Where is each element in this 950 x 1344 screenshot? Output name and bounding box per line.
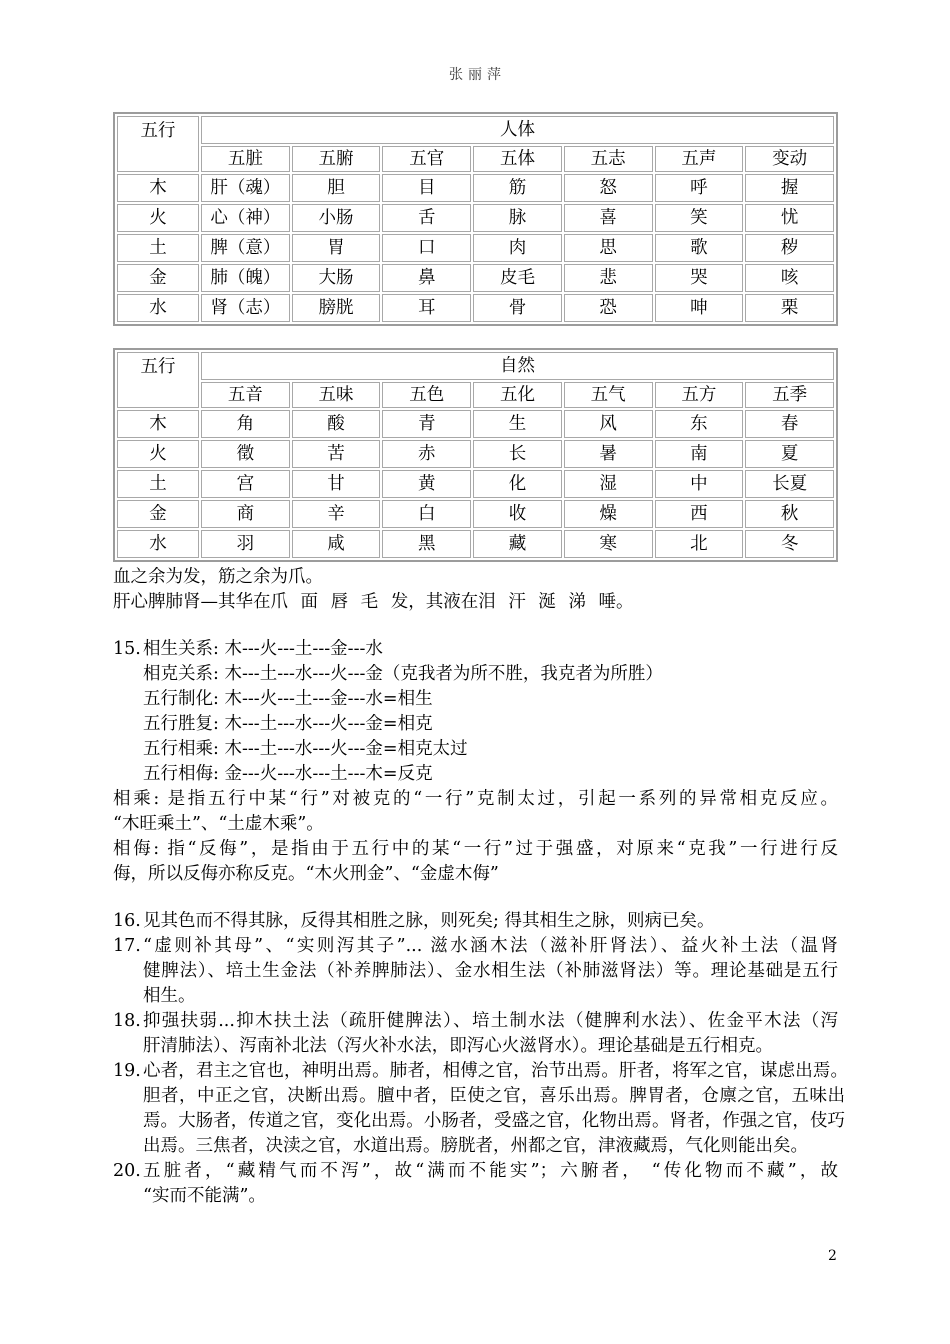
- table-row: [117, 500, 834, 528]
- table-group-header: 人体: [201, 116, 834, 144]
- table-corner-header: 五行: [117, 352, 199, 408]
- hair-nails-sentence: 血之余为发，筋之余为爪。: [113, 567, 323, 587]
- table-cell: 肺（魄）: [201, 264, 290, 292]
- column-header: 五官: [382, 146, 471, 172]
- table-cell: 喜: [564, 204, 653, 232]
- table-cell: 收: [473, 500, 562, 528]
- table-cell: 宫: [201, 470, 290, 498]
- body-text: [113, 565, 873, 1209]
- item-text: 五行相乘: 木---土---水---火---金=相克太过: [143, 739, 468, 759]
- row-header: 火: [117, 204, 199, 232]
- table-cell: 酸: [292, 410, 381, 438]
- row-header: 火: [117, 440, 199, 468]
- table-cell: 鼻: [382, 264, 471, 292]
- table-cell: 冬: [745, 530, 834, 558]
- item-20-line: [113, 1184, 873, 1209]
- table-cell: 夏: [745, 440, 834, 468]
- table-cell: 徵: [201, 440, 290, 468]
- item-18-line: [113, 1034, 873, 1059]
- column-header: 五味: [292, 382, 381, 408]
- item-text: 肝清肺法）、泻南补北法（泻火补水法，即泻心火滋肾水）。理论基础是五行相克。: [143, 1036, 773, 1056]
- column-header: 变动: [745, 146, 834, 172]
- table-cell: 目: [382, 174, 471, 202]
- table-row: [117, 530, 834, 558]
- item-15-line: [113, 712, 873, 737]
- body-correspondence-table: [113, 112, 838, 326]
- item-15-line: [113, 662, 873, 687]
- insulting-line: [113, 837, 873, 862]
- column-header: 五志: [564, 146, 653, 172]
- text-line: [113, 565, 873, 590]
- table-row: [117, 174, 834, 202]
- table-cell: 栗: [745, 294, 834, 322]
- column-header: 五音: [201, 382, 290, 408]
- item-15-line: [113, 687, 873, 712]
- item-19-line: [113, 1084, 873, 1109]
- table-cell: 长夏: [745, 470, 834, 498]
- item-number: 20.: [113, 1161, 141, 1181]
- item-text: 抑强扶弱...抑木扶土法（疏肝健脾法）、培土制水法（健脾利水法）、佐金平木法（泻: [143, 1011, 838, 1031]
- paragraph-gap: [113, 615, 873, 637]
- item-19-line: [113, 1134, 873, 1159]
- item-text: 相克关系: 木---土---水---火---金（克我者为所不胜，我克者为所胜）: [143, 664, 663, 684]
- row-header: 金: [117, 500, 199, 528]
- table-cell: 肉: [473, 234, 562, 262]
- column-header: 五气: [564, 382, 653, 408]
- table-cell: 筋: [473, 174, 562, 202]
- table-cell: 燥: [564, 500, 653, 528]
- item-17-line: [113, 984, 873, 1009]
- table-cell: 化: [473, 470, 562, 498]
- item-text: 出焉。三焦者，决渎之官，水道出焉。膀胱者，州都之官，津液藏焉，气化则能出矣。: [143, 1136, 808, 1156]
- item-number: 16.: [113, 911, 141, 931]
- table-row: [117, 234, 834, 262]
- item-text: “实而不能满”。: [143, 1186, 266, 1206]
- table-cell: 胆: [292, 174, 381, 202]
- item-text: 相生关系: 木---火---土---金---水: [143, 639, 383, 659]
- table-column-header-row: [117, 146, 834, 172]
- table-cell: 羽: [201, 530, 290, 558]
- table-cell: 湿: [564, 470, 653, 498]
- item-number: 15.: [113, 639, 141, 659]
- table-row: [117, 264, 834, 292]
- insulting-text: 相侮: 指“反侮”，是指由于五行中的某“一行”过于强盛，对原来“克我”一行进行反: [113, 839, 838, 859]
- column-header: 五体: [473, 146, 562, 172]
- table-cell: 商: [201, 500, 290, 528]
- table-cell: 西: [655, 500, 744, 528]
- column-header: 五腑: [292, 146, 381, 172]
- item-text: 相生。: [143, 986, 196, 1006]
- table-cell: 秽: [745, 234, 834, 262]
- table-cell: 皮毛: [473, 264, 562, 292]
- table-cell: 骨: [473, 294, 562, 322]
- column-header: 五声: [655, 146, 744, 172]
- item-19-line: [113, 1109, 873, 1134]
- table-cell: 秋: [745, 500, 834, 528]
- table-cell: 白: [382, 500, 471, 528]
- item-text: 五行相侮: 金---火---水---土---木=反克: [143, 764, 433, 784]
- table-cell: 中: [655, 470, 744, 498]
- table-cell: 黄: [382, 470, 471, 498]
- item-text: 心者，君主之官也，神明出焉。肺者，相傅之官，治节出焉。肝者，将军之官，谋虑出焉。: [143, 1061, 848, 1081]
- table-cell: 悲: [564, 264, 653, 292]
- table-cell: 暑: [564, 440, 653, 468]
- table-column-header-row: [117, 382, 834, 408]
- table-row: [117, 410, 834, 438]
- column-header: 五季: [745, 382, 834, 408]
- row-header: 水: [117, 294, 199, 322]
- table-cell: 心（神）: [201, 204, 290, 232]
- item-18-line: [113, 1009, 873, 1034]
- item-20-line: [113, 1159, 873, 1184]
- table-cell: 脉: [473, 204, 562, 232]
- table-cell: 青: [382, 410, 471, 438]
- item-15-line: [113, 762, 873, 787]
- table-cell: 赤: [382, 440, 471, 468]
- paragraph-gap: [113, 887, 873, 909]
- item-19-line: [113, 1059, 873, 1084]
- column-header: 五色: [382, 382, 471, 408]
- overacting-text: “木旺乘土”、“土虚木乘”。: [113, 814, 324, 834]
- table-cell: 寒: [564, 530, 653, 558]
- table-cell: 握: [745, 174, 834, 202]
- row-header: 土: [117, 470, 199, 498]
- table-cell: 长: [473, 440, 562, 468]
- item-16-line: [113, 909, 873, 934]
- table-cell: 角: [201, 410, 290, 438]
- table-cell: 舌: [382, 204, 471, 232]
- item-text: 健脾法）、培土生金法（补养脾肺法）、金水相生法（补肺滋肾法）等。理论基础是五行: [143, 961, 838, 981]
- row-header: 土: [117, 234, 199, 262]
- table-cell: 忧: [745, 204, 834, 232]
- table-cell: 甘: [292, 470, 381, 498]
- nature-correspondence-table: [113, 348, 838, 562]
- item-text: 五行制化: 木---火---土---金---水=相生: [143, 689, 433, 709]
- table-cell: 呼: [655, 174, 744, 202]
- overacting-line: [113, 812, 873, 837]
- page-number: 2: [828, 1248, 837, 1264]
- row-header: 木: [117, 410, 199, 438]
- overacting-line: [113, 787, 873, 812]
- flourish-fluids-sentence: 肝心脾肺肾—其华在爪 面 唇 毛 发，其液在泪 汗 涎 涕 唾。: [113, 592, 634, 612]
- table-row: [117, 204, 834, 232]
- column-header: 五化: [473, 382, 562, 408]
- item-17-line: [113, 959, 873, 984]
- item-number: 19.: [113, 1061, 141, 1081]
- table-cell: 思: [564, 234, 653, 262]
- item-text: 五行胜复: 木---土---水---火---金=相克: [143, 714, 433, 734]
- item-15-line: [113, 737, 873, 762]
- row-header: 金: [117, 264, 199, 292]
- table-cell: 咳: [745, 264, 834, 292]
- table-header-row: [117, 352, 834, 380]
- table-cell: 膀胱: [292, 294, 381, 322]
- item-text: 五脏者，“藏精气而不泻”，故“满而不能实”；六腑者， “传化物而不藏”，故: [143, 1161, 838, 1181]
- item-17-line: [113, 934, 873, 959]
- table-cell: 耳: [382, 294, 471, 322]
- table-cell: 怒: [564, 174, 653, 202]
- table-cell: 辛: [292, 500, 381, 528]
- table-cell: 歌: [655, 234, 744, 262]
- table-cell: 肝（魂）: [201, 174, 290, 202]
- item-number: 17.: [113, 936, 141, 956]
- insulting-line: [113, 862, 873, 887]
- table-group-header: 自然: [201, 352, 834, 380]
- table-cell: 哭: [655, 264, 744, 292]
- table-cell: 藏: [473, 530, 562, 558]
- table-cell: 生: [473, 410, 562, 438]
- item-text: 焉。大肠者，传道之官，变化出焉。小肠者，受盛之官，化物出焉。肾者，作强之官，伎巧: [143, 1111, 845, 1131]
- table-cell: 笑: [655, 204, 744, 232]
- item-text: 胆者，中正之官，决断出焉。膻中者，臣使之官，喜乐出焉。脾胃者，仓廪之官，五味出: [143, 1086, 845, 1106]
- table-corner-header: 五行: [117, 116, 199, 172]
- table-cell: 咸: [292, 530, 381, 558]
- table-row: [117, 294, 834, 322]
- item-text: “虚则补其母”、“实则泻其子”... 滋水涵木法（滋补肝肾法）、益火补土法（温肾: [143, 936, 838, 956]
- table-cell: 呻: [655, 294, 744, 322]
- table-cell: 风: [564, 410, 653, 438]
- table-cell: 恐: [564, 294, 653, 322]
- row-header: 木: [117, 174, 199, 202]
- table-cell: 胃: [292, 234, 381, 262]
- table-cell: 脾（意）: [201, 234, 290, 262]
- table-cell: 南: [655, 440, 744, 468]
- running-header-author: 张丽萍: [449, 67, 506, 83]
- row-header: 水: [117, 530, 199, 558]
- table-row: [117, 440, 834, 468]
- table-cell: 北: [655, 530, 744, 558]
- table-row: [117, 470, 834, 498]
- item-15-line: [113, 637, 873, 662]
- table-cell: 春: [745, 410, 834, 438]
- table-header-row: [117, 116, 834, 144]
- text-line: [113, 590, 873, 615]
- item-text: 见其色而不得其脉，反得其相胜之脉，则死矣; 得其相生之脉，则病已矣。: [143, 911, 715, 931]
- table-cell: 黑: [382, 530, 471, 558]
- table-cell: 小肠: [292, 204, 381, 232]
- table-cell: 东: [655, 410, 744, 438]
- column-header: 五方: [655, 382, 744, 408]
- table-cell: 大肠: [292, 264, 381, 292]
- table-cell: 苦: [292, 440, 381, 468]
- table-cell: 肾（志）: [201, 294, 290, 322]
- insulting-text: 侮，所以反侮亦称反克。“木火刑金”、“金虚木侮”: [113, 864, 499, 884]
- table-cell: 口: [382, 234, 471, 262]
- column-header: 五脏: [201, 146, 290, 172]
- overacting-text: 相乘: 是指五行中某“行”对被克的“一行”克制太过，引起一系列的异常相克反应。: [113, 789, 838, 809]
- item-number: 18.: [113, 1011, 141, 1031]
